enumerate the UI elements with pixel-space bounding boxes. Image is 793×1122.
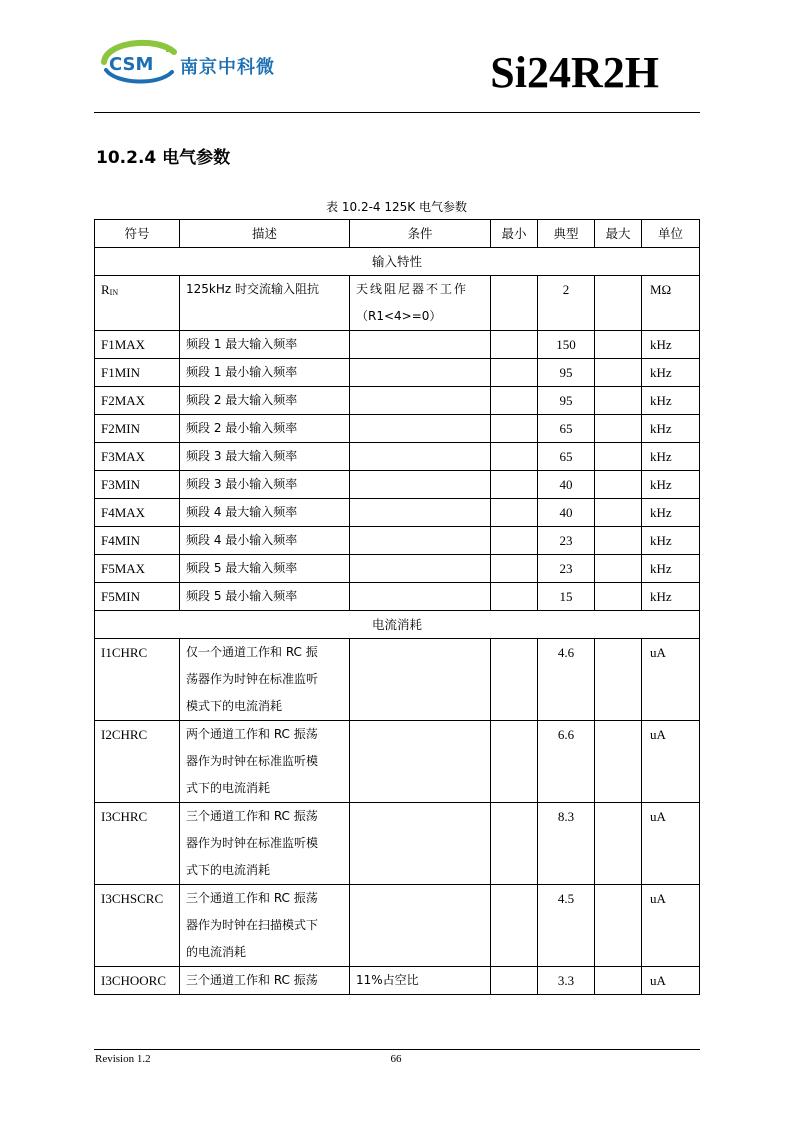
min-cell: [491, 527, 538, 555]
description-line: 的电流消耗: [186, 945, 247, 959]
typ-cell: 8.3: [538, 803, 595, 885]
table-row: [95, 639, 700, 721]
condition-cell: [350, 555, 491, 583]
table-row: [95, 555, 700, 583]
max-cell: [595, 471, 642, 499]
condition-cell: [350, 387, 491, 415]
unit-cell: kHz: [642, 583, 700, 611]
description-cell: [180, 803, 350, 885]
description-line: 式下的电流消耗: [186, 863, 271, 877]
footer-rule: [94, 1049, 700, 1050]
condition-cell: [350, 721, 491, 803]
typ-cell: 4.6: [538, 639, 595, 721]
max-cell: [595, 885, 642, 967]
group-label: 输入特性: [95, 248, 700, 276]
condition-cell: [350, 331, 491, 359]
typ-cell: 15: [538, 583, 595, 611]
unit-cell: kHz: [642, 471, 700, 499]
symbol-cell: I2CHRC: [95, 721, 180, 803]
description-line: 两个通道工作和 RC 振荡: [186, 727, 318, 741]
section-title: 10.2.4 电气参数: [96, 148, 231, 168]
symbol-cell: F4MIN: [95, 527, 180, 555]
min-cell: [491, 721, 538, 803]
table-row: [95, 527, 700, 555]
symbol-cell: F4MAX: [95, 499, 180, 527]
description-cell: 频段 1 最大输入频率: [180, 331, 350, 359]
column-header: 最大: [595, 220, 642, 248]
description-line: 式下的电流消耗: [186, 781, 271, 795]
max-cell: [595, 555, 642, 583]
unit-cell: uA: [642, 885, 700, 967]
typ-cell: 40: [538, 471, 595, 499]
unit-cell: kHz: [642, 331, 700, 359]
symbol-cell: I1CHRC: [95, 639, 180, 721]
condition-cell: 11%占空比: [350, 967, 491, 995]
symbol-cell: I3CHOORC: [95, 967, 180, 995]
symbol-cell: F5MIN: [95, 583, 180, 611]
description-line: 荡器作为时钟在标准监听: [186, 672, 319, 686]
description-cell: [180, 639, 350, 721]
max-cell: [595, 803, 642, 885]
table-row: [95, 967, 700, 995]
table-row: [95, 359, 700, 387]
column-header: 条件: [350, 220, 491, 248]
table-row: [95, 583, 700, 611]
condition-cell: [350, 443, 491, 471]
symbol-cell: F2MIN: [95, 415, 180, 443]
unit-cell: uA: [642, 803, 700, 885]
symbol-cell: F1MAX: [95, 331, 180, 359]
description-line: 模式下的电流消耗: [186, 699, 283, 713]
unit-cell: kHz: [642, 359, 700, 387]
max-cell: [595, 443, 642, 471]
symbol-cell: $R_{IN}$: [95, 276, 180, 331]
description-cell: 频段 2 最小输入频率: [180, 415, 350, 443]
unit-cell: kHz: [642, 443, 700, 471]
unit-cell: kHz: [642, 499, 700, 527]
typ-cell: 65: [538, 415, 595, 443]
description-line: 器作为时钟在扫描模式下: [186, 918, 319, 932]
table-row: [95, 721, 700, 803]
group-row-current: [95, 611, 700, 639]
min-cell: [491, 387, 538, 415]
condition-cell: [350, 803, 491, 885]
max-cell: [595, 639, 642, 721]
unit-cell: uA: [642, 721, 700, 803]
min-cell: [491, 359, 538, 387]
max-cell: [595, 721, 642, 803]
table-row: [95, 803, 700, 885]
max-cell: [595, 527, 642, 555]
table-row-rin: [95, 276, 700, 331]
unit-cell: kHz: [642, 527, 700, 555]
symbol-cell: F3MIN: [95, 471, 180, 499]
unit-cell: uA: [642, 639, 700, 721]
min-cell: [491, 555, 538, 583]
column-header: 符号: [95, 220, 180, 248]
max-cell: [595, 359, 642, 387]
min-cell: [491, 471, 538, 499]
symbol-cell: F2MAX: [95, 387, 180, 415]
description-cell: [180, 885, 350, 967]
condition-cell: [350, 885, 491, 967]
table-row: [95, 499, 700, 527]
min-cell: [491, 583, 538, 611]
column-header: 单位: [642, 220, 700, 248]
description-cell: 频段 3 最小输入频率: [180, 471, 350, 499]
svg-text:CSM: CSM: [109, 54, 154, 75]
table-caption: 表 10.2-4 125K 电气参数: [326, 200, 467, 214]
typ-cell: 65: [538, 443, 595, 471]
symbol-cell: I3CHRC: [95, 803, 180, 885]
description-cell: 频段 2 最大输入频率: [180, 387, 350, 415]
max-cell: [595, 967, 642, 995]
description-cell: 频段 4 最大输入频率: [180, 499, 350, 527]
table-row: [95, 331, 700, 359]
page-number: 66: [390, 1053, 402, 1065]
table-row: [95, 415, 700, 443]
unit-cell: kHz: [642, 555, 700, 583]
symbol-cell: F3MAX: [95, 443, 180, 471]
condition-cell: [350, 415, 491, 443]
min-cell: [491, 415, 538, 443]
product-name: Si24R2H: [490, 48, 659, 97]
min-cell: [491, 331, 538, 359]
condition-cell: [350, 499, 491, 527]
group-label: 电流消耗: [95, 611, 700, 639]
typ-cell: 40: [538, 499, 595, 527]
unit-cell: kHz: [642, 387, 700, 415]
typ-cell: 95: [538, 359, 595, 387]
column-header: 最小: [491, 220, 538, 248]
csm-logo-icon: [96, 36, 180, 88]
typ-cell: 2: [538, 276, 595, 331]
condition-cell: [350, 583, 491, 611]
description-cell: [180, 721, 350, 803]
column-header: 描述: [180, 220, 350, 248]
group-row-input: [95, 248, 700, 276]
symbol-cell: F5MAX: [95, 555, 180, 583]
unit-cell: kHz: [642, 415, 700, 443]
max-cell: [595, 331, 642, 359]
typ-cell: 23: [538, 555, 595, 583]
max-cell: [595, 276, 642, 331]
max-cell: [595, 387, 642, 415]
condition-cell: 天线阻尼器不工作 （R1<4>=0）: [350, 276, 491, 331]
unit-cell: uA: [642, 967, 700, 995]
table-header-row: [95, 220, 700, 248]
min-cell: [491, 499, 538, 527]
company-name: 南京中科微: [180, 57, 275, 78]
condition-cell: [350, 471, 491, 499]
typ-cell: 95: [538, 387, 595, 415]
max-cell: [595, 583, 642, 611]
revision-label: Revision 1.2: [95, 1053, 151, 1065]
description-cell: 频段 5 最小输入频率: [180, 583, 350, 611]
table-row: [95, 471, 700, 499]
typ-cell: 23: [538, 527, 595, 555]
min-cell: [491, 885, 538, 967]
header-rule: [94, 112, 700, 113]
condition-cell: [350, 639, 491, 721]
unit-cell: MΩ: [642, 276, 700, 331]
typ-cell: 6.6: [538, 721, 595, 803]
description-cell: 频段 3 最大输入频率: [180, 443, 350, 471]
description-line: 仅一个通道工作和 RC 振: [186, 645, 318, 659]
max-cell: [595, 415, 642, 443]
min-cell: [491, 803, 538, 885]
symbol-cell: F1MIN: [95, 359, 180, 387]
description-line: 器作为时钟在标准监听模: [186, 836, 319, 850]
table-row: [95, 387, 700, 415]
min-cell: [491, 443, 538, 471]
table-row: [95, 885, 700, 967]
description-line: 三个通道工作和 RC 振荡: [186, 891, 318, 905]
max-cell: [595, 499, 642, 527]
table-row: [95, 443, 700, 471]
description-line: 三个通道工作和 RC 振荡: [186, 973, 318, 987]
min-cell: [491, 276, 538, 331]
condition-cell: [350, 359, 491, 387]
description-cell: 频段 1 最小输入频率: [180, 359, 350, 387]
min-cell: [491, 967, 538, 995]
description-line: 三个通道工作和 RC 振荡: [186, 809, 318, 823]
typ-cell: 4.5: [538, 885, 595, 967]
electrical-params-table: [94, 219, 700, 995]
company-logo: [96, 36, 306, 88]
description-cell: 125kHz 时交流输入阻抗: [180, 276, 350, 331]
description-cell: 频段 5 最大输入频率: [180, 555, 350, 583]
min-cell: [491, 639, 538, 721]
typ-cell: 3.3: [538, 967, 595, 995]
description-line: 器作为时钟在标准监听模: [186, 754, 319, 768]
description-cell: [180, 967, 350, 995]
symbol-cell: I3CHSCRC: [95, 885, 180, 967]
column-header: 典型: [538, 220, 595, 248]
description-cell: 频段 4 最小输入频率: [180, 527, 350, 555]
typ-cell: 150: [538, 331, 595, 359]
condition-cell: [350, 527, 491, 555]
